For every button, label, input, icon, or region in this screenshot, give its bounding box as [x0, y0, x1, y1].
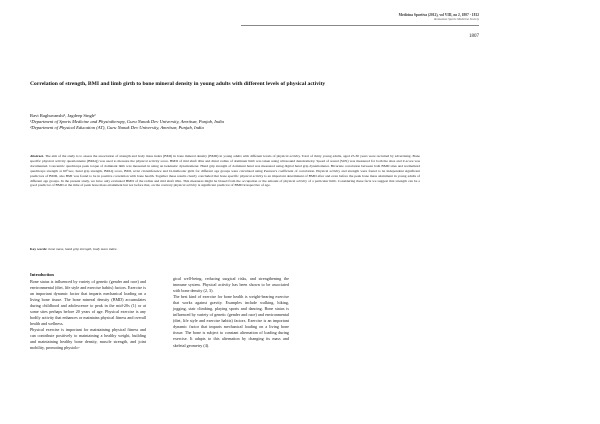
- page-number: 1807: [469, 34, 479, 39]
- abstract: [30, 154, 420, 188]
- abstract-label: Abstract.: [30, 154, 45, 158]
- header-rule: [241, 25, 479, 26]
- intro-paragraph: Physical exercise is important for maintaining physical fitness and can contribute positively to maintaining a healthy weight, building and maintaining healthy bone density, muscle strength, and joint mobility, promoting physiolo-: [30, 326, 146, 351]
- affiliation-2: ²Department of Physical Education (AT), Guru Nanak Dev University, Amritsar, Punjab, India: [30, 125, 204, 131]
- keywords-label: Key words:: [30, 247, 48, 251]
- journal-citation: Medicina Sportiva (2012), vol VIII, no 2, 1807 - 1812: [398, 13, 479, 17]
- author-block: [30, 113, 370, 131]
- intro-paragraph: The best kind of exercise for bone health is weight-bearing exercise that works against gravity. Examples include walking, hiking, jogging, stair climbing, playing sports and dancing. Bone status is influenced by variety of genetic (gender and race) and environmental (diet, life style and exercise habits) factors. Exercise is an important dynamic factor that imparts mechanical loading on a living bone tissue. The bone is subject to constant alternation of loading during exercise. It adapts to this alternation by changing its mass and skeletal geometry (4).: [173, 294, 289, 348]
- journal-header: [259, 13, 479, 21]
- intro-right-column: [173, 276, 289, 349]
- intro-heading: Introduction: [30, 272, 54, 277]
- intro-paragraph: Bone status is influenced by variety of genetic (gender and race) and environmental (diet, life style and exercise habits) factors. Exercise is an important dynamic factor that imparts mechanical loading on a living bone tissue. The bone mineral density (BMD) accumulates during childhood and adolescence to peak in the mid-20s (1) or at some sites perhaps before 20 years of age. Physical exercise is any bodily activity that enhances or maintains physical fitness and overall health and wellness.: [30, 278, 146, 326]
- abstract-text: The aim of the study is to assess the association of strength and body mass index (BMI) in bone mineral density (BMD) in young adults with different levels of physical activity. Total of thirty young adults, aged 25-30 years were recruited by advertising. Bone specific physical activity questionnaire (BPAQ) was used to measure the physical activity score. BMD of mid shaft tibia and distal radius of dominant limb was taken using ultrasound densitometry. Speed of sound (SOS) was measured for both the sites and Z-score was documented. Concentric quadriceps peak torque of dominant limb was measured in using an isokinetic dynamometer. Hand grip strength of dominant hand was measured using digital hand grip dynamometer. Bivariate correlation between both BMD sites and normalized quadriceps strength at 60°/sec, hand grip strength, BPAQ score, BMI, wrist circumference and bi-malleolar girth for different age groups were calculated using Pearson's coefficient of correlation. Physical activity and strength were found to be independent significant predictors of BMD, also BMI was found to be in positive correlation with bone health. Together these results clearly concluded that bone specific physical activity is an important determinant of BMD after and even before the peak bone mass attainment in young adults of different age groups. In the present study, we have only evaluated BMD of the radius and mid shaft tibia. This measures might be biased from the occupation or the amount of physical activity of a particular limb. Considering these facts we suggest that strength can be a good predictor of BMD at the time of peak bone mass attainment but not before that, on the contrary physical activity is significant predictor of BMD irrespective of age.: [30, 154, 420, 188]
- keywords-text: bone mass, hand grip strength, body mass index.: [48, 247, 118, 251]
- intro-paragraph: gical well-being, reducing surgical risks, and strengthening the immune system. Physical activity has been shown to be associated with bone density (2, 3).: [173, 276, 289, 294]
- intro-left-column: [30, 272, 146, 351]
- author-names: Ravi Raghuvanshi¹, Jagdeep Singh²: [30, 113, 96, 118]
- journal-publisher: Romanian Sports Medicine Society: [434, 17, 479, 22]
- keywords: [30, 247, 420, 252]
- article-title: Correlation of strength, BMI and limb girth to bone mineral density in young adults with different levels of physical activity: [30, 81, 326, 87]
- affiliation-1: ¹Department of Sports Medicine and Physiotherapy, Guru Nanak Dev University, Amritsar, Punjab, India: [30, 119, 224, 125]
